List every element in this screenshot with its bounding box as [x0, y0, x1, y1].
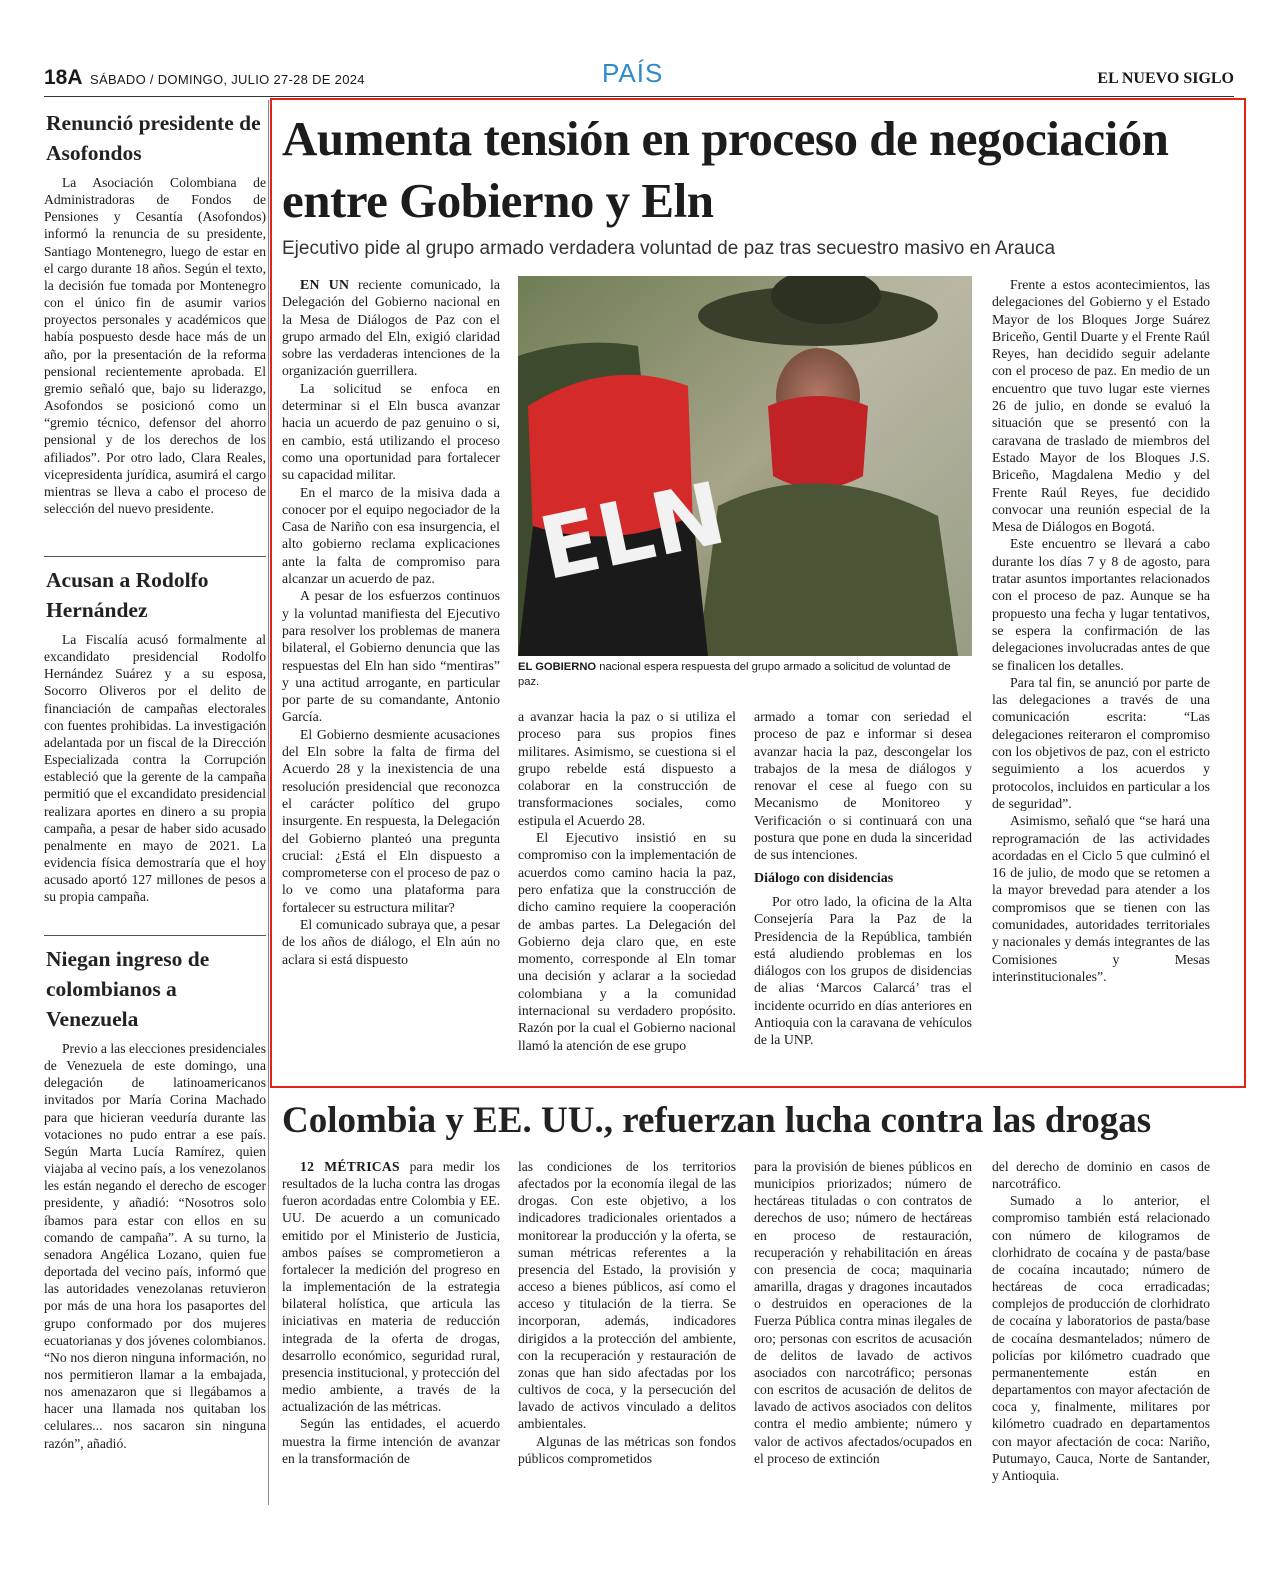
page-number: 18A [44, 66, 83, 89]
paragraph: En el marco de la misiva dada a conocer por el equipo negociador de la Casa de Nariño con esa insurgencia, el alto gobierno reclama explicaciones ante la falta de compromiso para alcanzar un acuerdo de paz. [282, 484, 500, 587]
photo-caption [518, 660, 972, 690]
brief-body: La Fiscalía acusó formalmente al excandidato presidencial Rodolfo Hernández Suárez y a su esposa, Socorro Oliveros por el delito de financiación de campañas electorales con fuentes prohibidas. La investigación adelantada por un fiscal de la Dirección Especializada contra la Corrupción estableció que la gerente de la campaña permitió que el excandidato presidencial realizara aportes en dinero a su propia campaña, a pesar de haber sido acusado penalmente en mayo de 2021. La evidencia física demostraría que el hoy acusado aportó 127 millones de pesos a su propia campaña. [44, 632, 266, 905]
article-column [282, 1158, 500, 1518]
article-column [518, 1158, 736, 1518]
caption-lead: EL GOBIERNO [518, 661, 597, 673]
news-photo [518, 276, 972, 656]
newspaper-brand: EL NUEVO SIGLO [1097, 70, 1234, 87]
paragraph: Frente a estos acontecimientos, las delegaciones del Gobierno y el Estado Mayor de los Bloques Jorge Suárez Briceño, Gentil Duarte y el Frente Raúl Reyes, han decidido seguir adelante con el proceso de paz. En medio de un encuentro que tuvo lugar este viernes 26 de julio, en donde se evaluó la situación que se presentó con la caravana de traslado de miembros del Estado Mayor de los Bloques J.S. Briceño, Magdalena Medio y del Frente Raúl Reyes, fue decidido convocar una reunión especial de la Mesa de Diálogos en Bogotá. [992, 277, 1211, 535]
paragraph: Asimismo, señaló que “se hará una reprogramación de las actividades acordadas en el Ciclo 5 que culminó el 16 de julio, de modo que se retomen a la mayor brevedad para atender a los compromisos que se tienen con las comunidades, autoridades territoriales y nacionales y demás integrantes de las Comisiones y Mesas interinstitucionales”. [992, 813, 1210, 984]
brief-title: Niegan ingreso de colombianos a Venezuela [46, 947, 210, 1031]
caption-text: nacional espera respuesta del grupo armado a solicitud de voluntad de paz. [518, 661, 951, 688]
article-column [754, 1158, 972, 1518]
lead-in: EN UN [300, 277, 350, 292]
paragraph: Sumado a lo anterior, el compromiso también está relacionado con número de kilogramos de clorhidrato de cocaína y de pasta/base de cocaína incautado; número de hectáreas de coca erradicadas; complejos de producción de clorhidrato de cocaína y laboratorios de pasta/base de cocaína desmantelados; número de policías por kilómetro cuadrado que permanentemente están en departamentos con mayor afectación de coca y, finalmente, militares por kilómetro cuadrado en departamentos con mayor afectación de coca: Nariño, Putumayo, Cauca, Norte de Santander, y Antioquia. [992, 1193, 1210, 1483]
brief-title: Renunció presidente de Asofondos [46, 111, 261, 165]
article-column [754, 708, 972, 1078]
section-subtitle: Diálogo con disidencias [754, 870, 894, 886]
paragraph-text: reciente comunicado, la Delegación del Gobierno nacional en la Mesa de Diálogos de Paz con el grupo armado del Eln, exigió claridad sobre las verdaderas intenciones de la organización guerrillera. [282, 277, 500, 379]
brief-divider [44, 556, 266, 557]
paragraph: Por otro lado, la oficina de la Alta Consejería Para la Paz de la Presidencia de la República, también está aludiendo problemas en los diálogos con los grupos de disidencias de alias ‘Marcos Calarcá’ tras el incidente ocurrido en días anteriores en Antioquia con la caravana de vehículos de la UNP. [754, 893, 972, 1048]
paragraph: La solicitud se enfoca en determinar si el Eln busca avanzar hacia un acuerdo de paz genuino o si, en cambio, está utilizando el proceso como una oportunidad para fortalecer su capacidad militar. [282, 380, 500, 483]
paragraph: Este encuentro se llevará a cabo durante los días 7 y 8 de agosto, para tratar asuntos importantes relacionados con el proceso de paz. Aunque se ha propuesto una fecha y lugar tentativos, se espera la confirmación de las delegaciones involucradas antes de que se finalicen los detalles. [992, 536, 1210, 673]
column-divider [268, 100, 269, 1505]
paragraph: Para tal fin, se anunció por parte de las delegaciones a través de una comunicación escrita: “Las delegaciones reiteraron el compromiso con los objetivos de paz, con el estricto seguimiento a los acuerdos y protocolos, incluidos en particular a los de seguridad”. [992, 674, 1210, 811]
paragraph: armado a tomar con seriedad el proceso de paz e informar si desea avanzar hacia la paz, descongelar los trabajos de la mesa de diálogos y renovar el cese al fuego con su Mecanismo de Monitoreo y Verificación o si continuará con una postura que pone en duda la sinceridad de sus intenciones. [754, 709, 972, 863]
sidebar-briefs [44, 108, 266, 1485]
article-column [992, 276, 1210, 1076]
section-name: PAÍS [602, 58, 664, 88]
photo-armband-text: ELN [531, 463, 734, 601]
paragraph: las condiciones de los territorios afectados por la economía ilegal de las drogas. Con este objetivo, a los indicadores tradicionales orientados a monitorear la producción y la oferta, se suman métricas referentes a la presencia del Estado, la provisión y acceso a bienes públicos, así como el acceso y titulación de la tierra. Se incorporan, además, indicadores dirigidos a la protección del ambiente, con la recuperación y restauración de zonas que han sido afectadas por los cultivos de coca, y la persecución del lavado de activos vinculado a delitos ambientales. [518, 1159, 736, 1432]
paragraph: del derecho de dominio en casos de narcotráfico. [992, 1159, 1210, 1192]
paragraph: A pesar de los esfuerzos continuos y la voluntad manifiesta del Ejecutivo para resolver los problemas de manera bilateral, el Gobierno denuncia que las respuestas del Eln han sido “mentiras” y una actitud arrogante, en particular por parte de su comandante, Antonio García. [282, 588, 500, 725]
article-column [992, 1158, 1210, 1518]
paragraph: para la provisión de bienes públicos en municipios priorizados; número de hectáreas tituladas o con contratos de derechos de uso; número de hectáreas en proceso de restauración, recuperación y rehabilitación en áreas con presencia de coca; maquinaria amarilla, dragas y dragones incautados o destruidos en operaciones de la Fuerza Pública contra minas ilegales de oro; personas con escritos de acusación de delitos de lavado de activos asociados con narcotráfico; personas con escritos de acusación de delitos de lavado de activos asociados con delitos contra el medio ambiente; número y valor de activos afectados/ocupados en el proceso de extinción [754, 1159, 972, 1466]
main-headline: Aumenta tensión en proceso de negociación entre Gobierno y Eln [282, 111, 1169, 228]
paragraph: El Gobierno desmiente acusaciones del Eln sobre la falta de firma del Acuerdo 28 y la inexistencia de una resolución presidencial que reconozca el carácter político del grupo insurgente. En respuesta, la Delegación del Gobierno planteó una pregunta crucial: ¿Está el Eln dispuesto a comprometerse con el proceso de paz o lo ve como una plataforma para fortalecer su estructura militar? [282, 726, 500, 915]
brief-body: Previo a las elecciones presidenciales de Venezuela de este domingo, una delegación de latinoamericanos invitados por María Corina Machado para que hicieran veeduría durante las votaciones no pudo entrar a ese país. Según Marta Lucía Ramírez, quien viajaba al vecino país, a los venezolanos les están negando el derecho de escoger presidente, y añadió: “Nosotros solo íbamos para estar con ellos en su comando de campaña”. A su turno, la senadora Angélica Lozano, quien fue deportada del vecino país, informó que las autoridades venezolanas retuvieron por más de una hora los pasaportes del grupo conformado por dos mujeres ecuatorianas y dos jóvenes colombianos. “No nos dieron ninguna información, no nos permitieron llamar a la embajada, nos amenazaron que si llegábamos a hacer una llamada nos quitaban los celulares... nos sacaron sin ninguna razón”, añadió. [44, 1041, 266, 1451]
brief-body: La Asociación Colombiana de Administradoras de Fondos de Pensiones y Cesantía (Asofondos) informó la renuncia de su presidente, Santiago Montenegro, luego de estar en el cargo durante 18 años. Según el texto, la decisión fue tomada por Montenegro con el único fin de asumir varios proyectos personales y académicos que había pospuesto desde hace más de un año, por la presentación de la reforma pensional recientemente aprobada. El gremio señaló que, bajo su liderazgo, Asofondos se posicionó como un “gremio técnico, defensor del ahorro pensional y de los derechos de los afiliados”. Por otro lado, Clara Reales, vicepresidenta jurídica, asumirá el cargo mientras se lleva a cabo el proceso de selección del nuevo presidente. [44, 175, 266, 516]
article-column [518, 708, 736, 1078]
paragraph-text: para medir los resultados de la lucha contra las drogas fueron acordadas entre Colombia y EE. UU. De acuerdo a un comunicado emitido por el Ministerio de Justicia, ambos países se comprometieron a fortalecer la medición del progreso en la implementación de la estrategia bilateral holística, que articula las iniciativas en materia de reducción integrada de la oferta de drogas, desarrollo económico, seguridad rural, presencia institucional, y protección del medio ambiente, a través de la actualización de las métricas. [282, 1159, 500, 1415]
page-header [44, 58, 1234, 96]
paragraph: El Ejecutivo insistió en su compromiso con la implementación de acuerdos como camino hacia la paz, pero enfatiza que la construcción de dicho camino requiere la cooperación de ambas partes. La Delegación del Gobierno deja claro que, en este momento, corresponde al Eln tomar una decisión y aclarar a la sociedad colombiana y a la comunidad internacional su verdadero propósito. Razón por la cual el Gobierno nacional llamó la atención de ese grupo [518, 830, 736, 1053]
main-subheadline: Ejecutivo pide al grupo armado verdadera voluntad de paz tras secuestro masivo en Arauca [282, 238, 1056, 259]
paragraph: a avanzar hacia la paz o si utiliza el proceso para sus propios fines militares. Asimismo, se cuestiona si el grupo rebelde está dispuesto a colaborar en la construcción de transformaciones sociales, como estipula el Acuerdo 28. [518, 709, 736, 828]
paragraph: El comunicado subraya que, a pesar de los años de diálogo, el Eln aún no aclara si está dispuesto [282, 916, 500, 967]
lead-in: 12 MÉTRICAS [300, 1159, 400, 1174]
header-rule [44, 96, 1234, 97]
brief-divider [44, 935, 266, 936]
article-column [282, 276, 500, 1076]
issue-date: SÁBADO / DOMINGO, JULIO 27-28 DE 2024 [90, 72, 365, 87]
eln-guerrilla-photo [518, 276, 972, 656]
paragraph: Algunas de las métricas son fondos públicos comprometidos [518, 1433, 736, 1466]
brief-title: Acusan a Rodolfo Hernández [46, 568, 209, 622]
second-headline: Colombia y EE. UU., refuerzan lucha contra las drogas [282, 1100, 1152, 1141]
paragraph: Según las entidades, el acuerdo muestra la firme intención de avanzar en la transformación de [282, 1416, 500, 1466]
